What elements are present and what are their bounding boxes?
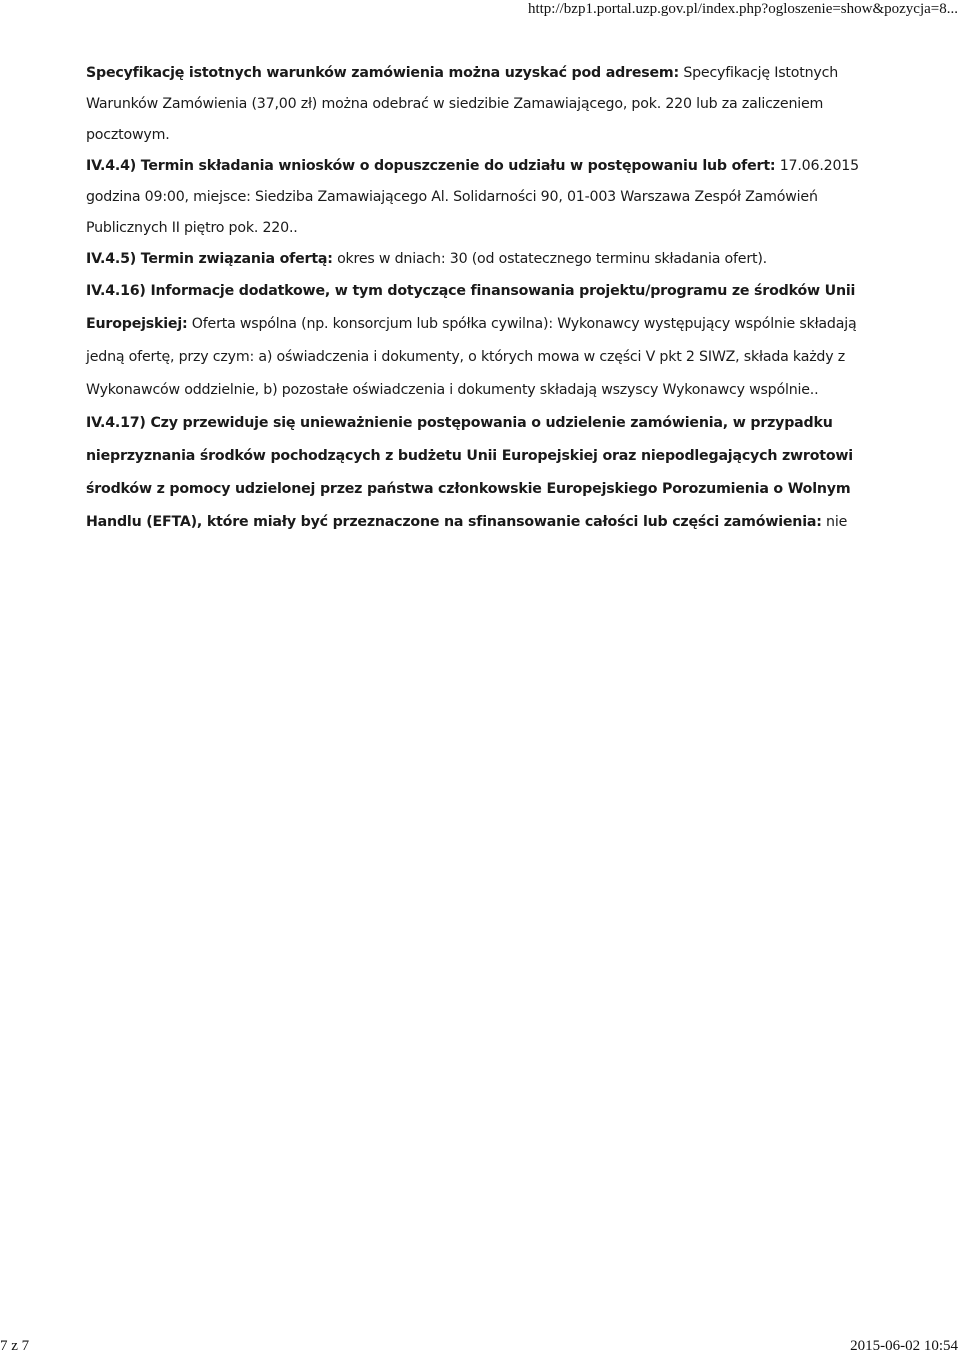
iv45-value: okres w dniach: 30 (od ostatecznego terminu składania ofert). [337, 251, 767, 267]
print-header-url: http://bzp1.portal.uzp.gov.pl/index.php?ogloszenie=show&pozycja=8... [527, 1, 958, 17]
iv416-value: Oferta wspólna (np. konsorcjum lub spółka cywilna): Wykonawcy występujący wspólnie składają jedną ofertę, przy czym: a) oświadczenia i dokumenty, o których mowa w części V pkt 2 SIWZ, składa każdy z Wykonawców oddzielnie, b) pozostałe oświadczenia i dokumenty składają wszyscy Wykonawcy wspólnie.. [86, 316, 857, 398]
iv417-value: nie [826, 514, 848, 530]
iv44-section [86, 151, 886, 244]
iv416-section [86, 275, 886, 407]
iv44-label: IV.4.4) Termin składania wniosków o dopuszczenie do udziału w postępowaniu lub ofert: [86, 158, 776, 174]
iv416-label: IV.4.16) Informacje dodatkowe, w tym dotyczące finansowania projektu/programu ze środków Unii Europejskiej: [86, 283, 856, 332]
spec-label: Specyfikację istotnych warunków zamówienia można uzyskać pod adresem: [86, 65, 679, 81]
spec-value: Specyfikację Istotnych Warunków Zamówienia (37,00 zł) można odebrać w siedzibie Zamawiającego, pok. 220 lub za zaliczeniem pocztowym. [86, 65, 838, 143]
spec-section [86, 58, 886, 151]
iv417-label: IV.4.17) Czy przewiduje się unieważnienie postępowania o udzielenie zamówienia, w przypadku nieprzyznania środków pochodzących z budżetu Unii Europejskiej oraz niepodlegających zwrotowi środków z pomocy udzielonej przez państwa członkowskie Europejskiego Porozumienia o Wolnym Handlu (EFTA), które miały być przeznaczone na sfinansowanie całości lub części zamówienia: [86, 415, 853, 530]
notice-content [86, 58, 886, 539]
iv44-value: 17.06.2015 godzina 09:00, miejsce: Siedziba Zamawiającego Al. Solidarności 90, 01-003 Warszawa Zespół Zamówień Publicznych II piętro pok. 220.. [86, 158, 859, 236]
print-footer-page-number: 7 z 7 [0, 1338, 30, 1354]
iv45-label: IV.4.5) Termin związania ofertą: [86, 251, 333, 267]
iv45-section [86, 244, 886, 275]
iv417-section [86, 407, 886, 539]
print-footer-datetime: 2015-06-02 10:54 [850, 1338, 958, 1354]
